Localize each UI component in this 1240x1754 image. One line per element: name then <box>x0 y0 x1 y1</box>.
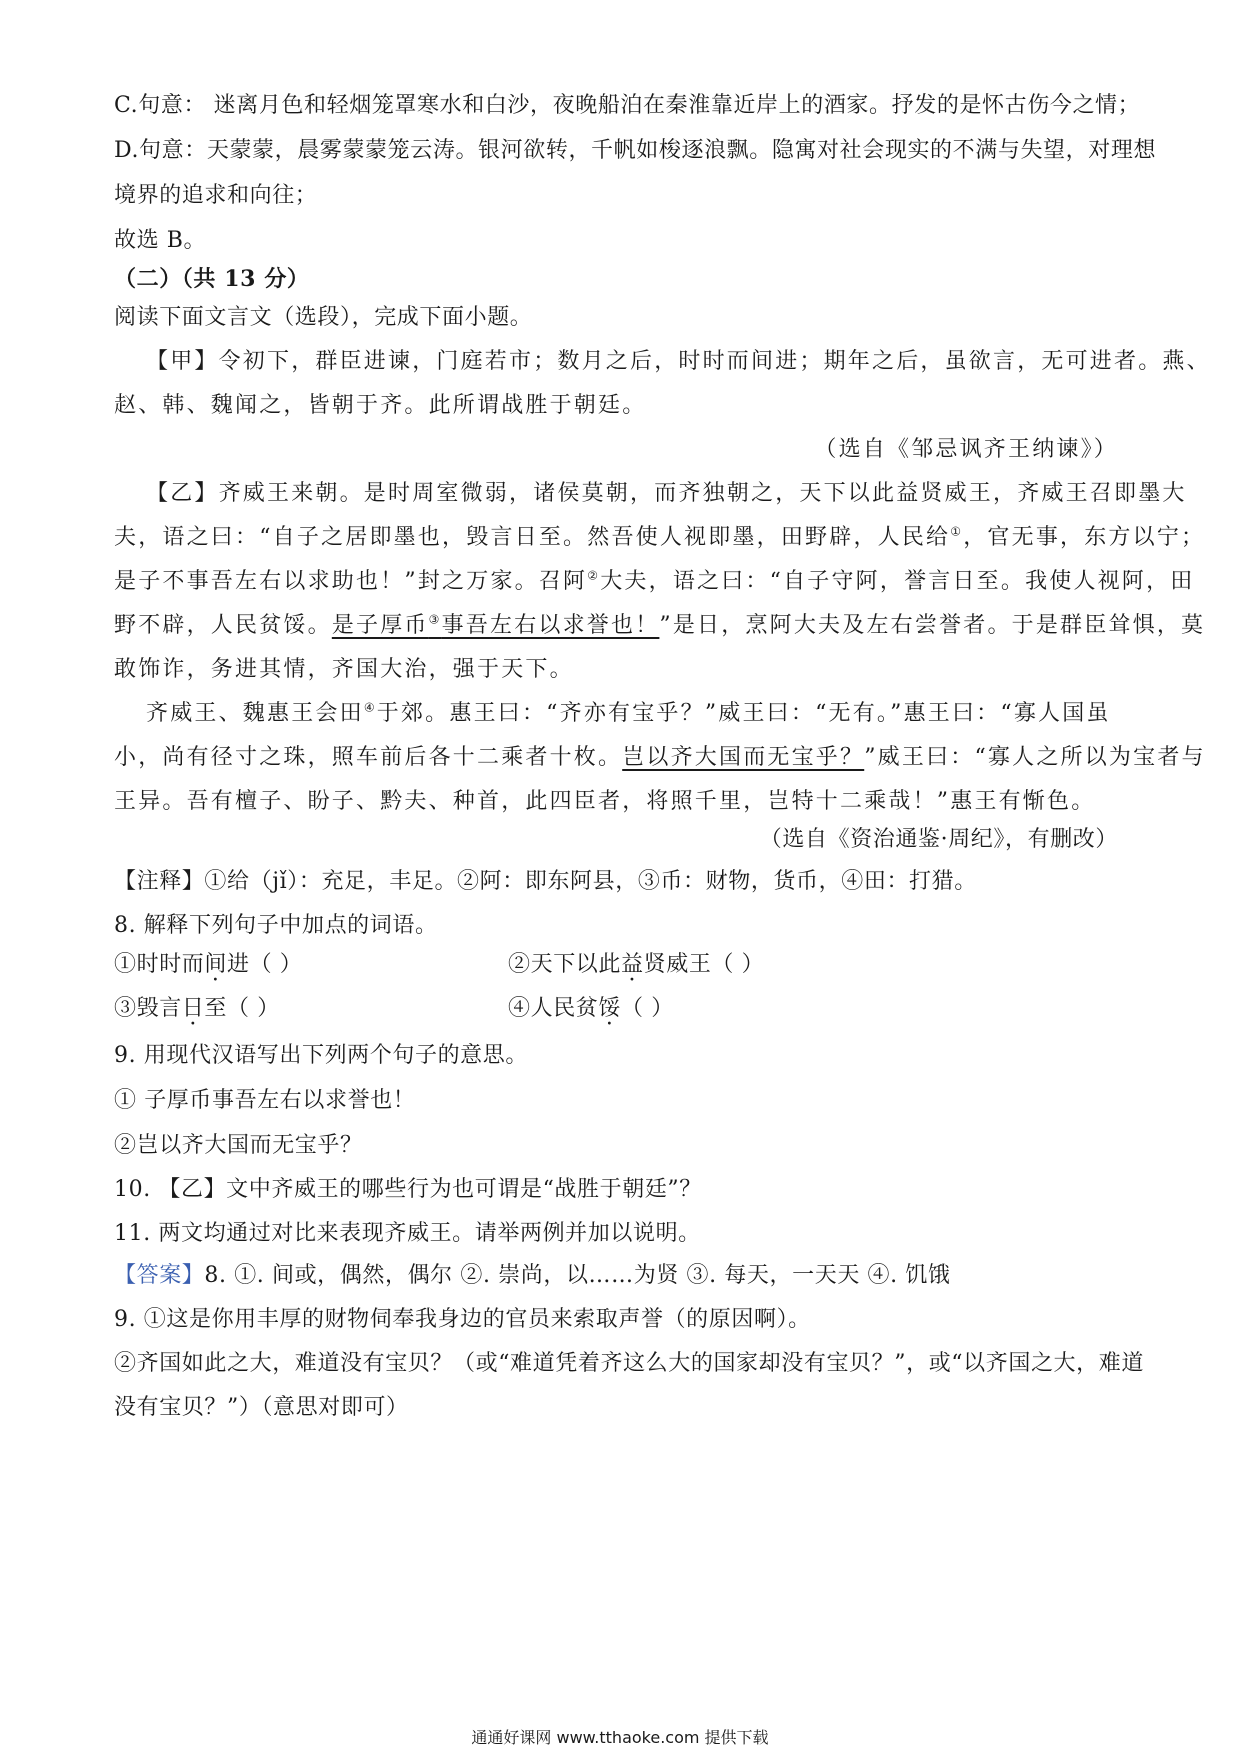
passage-yi-source: （选自《资治通鉴·周纪》，有删改） <box>759 827 1118 852</box>
footnote-marker: ① <box>950 524 964 539</box>
question-8-item-4: ④人民贫馁（ ） <box>508 996 674 1021</box>
question-10: 10. 【乙】文中齐威王的哪些行为也可谓是“战胜于朝廷”？ <box>114 1177 702 1202</box>
question-8: 8. 解释下列句子中加点的词语。 <box>114 913 438 938</box>
option-d-line: D.句意：天蒙蒙，晨雾蒙蒙笼云涛。银河欲转，千帆如梭逐浪飘。隐寓对社会现实的不满与失望，对理想 <box>114 138 1157 163</box>
passage-yi-line-8: 王异。吾有檀子、盼子、黔夫、种首，此四臣者，将照千里，岂特十二乘哉！”惠王有惭色。 <box>114 789 1096 814</box>
passage-jia-line-2: 赵、韩、魏闻之，皆朝于齐。此所谓战胜于朝廷。 <box>114 393 647 418</box>
passage-jia-source: （选自《邹忌讽齐王纳谏》） <box>814 437 1118 462</box>
passage-yi-line-5: 敢饰诈，务进其情，齐国大治，强于天下。 <box>114 657 574 682</box>
underlined-sentence-1: 是子厚币③事吾左右以求誉也！ <box>331 612 660 638</box>
passage-yi-line-6: 齐威王、魏惠王会田④于郊。惠王曰：“齐亦有宝乎？”威王曰：“无有。”惠王曰：“寡人国虽 <box>146 700 1111 726</box>
question-9-sentence-1: ① 子厚币事吾左右以求誉也！ <box>114 1088 416 1113</box>
reading-instruction: 阅读下面文言文（选段），完成下面小题。 <box>114 305 533 330</box>
question-11: 11. 两文均通过对比来表现齐威王。请举两例并加以说明。 <box>114 1221 701 1246</box>
question-9: 9. 用现代汉语写出下列两个句子的意思。 <box>114 1043 528 1068</box>
answer-tag: 【答案】 <box>114 1263 205 1288</box>
answer-8-line: 【答案】8. ①. 间或，偶然，偶尔 ②. 崇尚，以……为贤 ③. 每天，一天天 ④. 饥饿 <box>114 1263 951 1288</box>
passage-yi-line-4: 野不辟，人民贫馁。是子厚币③事吾左右以求誉也！”是日，烹阿大夫及左右尝誉者。于是群臣耸惧，莫 <box>114 612 1206 638</box>
question-8-item-3: ③毁言日至（ ） <box>114 996 280 1021</box>
passage-yi-line-2: 夫，语之曰：“自子之居即墨也，毁言日至。然吾使人视即墨，田野辟，人民给①，官无事，东方以宁； <box>114 524 1206 550</box>
passage-yi-line-7: 小，尚有径寸之珠，照车前后各十二乘者十枚。岂以齐大国而无宝乎？”威王曰：“寡人之所以为宝者与 <box>114 745 1206 770</box>
question-8-item-1: ①时时而间进（ ） <box>114 952 303 977</box>
page-footer: 通通好课网 www.tthaoke.com 提供下载 <box>471 1728 769 1747</box>
underlined-sentence-2: 岂以齐大国而无宝乎？ <box>622 745 865 770</box>
question-9-sentence-2: ②岂以齐大国而无宝乎？ <box>114 1133 363 1158</box>
option-d-line-cont: 境界的追求和向往； <box>114 183 318 208</box>
answer-9-line-2: ②齐国如此之大，难道没有宝贝？（或“难道凭着齐这么大的国家却没有宝贝？”，或“以齐国之大，难道 <box>114 1351 1144 1376</box>
option-c-line: C.句意： 迷离月色和轻烟笼罩寒水和白沙，夜晚船泊在秦淮靠近岸上的酒家。抒发的是怀古伤今之情； <box>114 93 1141 118</box>
answer-choice-line: 故选 B。 <box>114 228 207 253</box>
section-heading: （二）（共 13 分） <box>114 266 310 292</box>
answer-9-line-1: 9. ①这是你用丰厚的财物伺奉我身边的官员来索取声誉（的原因啊）。 <box>114 1307 811 1332</box>
footnote-marker: ② <box>587 568 601 583</box>
annotation-line: 【注释】①给（jǐ）：充足，丰足。②阿：即东阿县，③币：财物，货币，④田：打猎。 <box>114 869 977 894</box>
footnote-marker: ④ <box>363 700 377 715</box>
passage-yi-line-1: 【乙】齐威王来朝。是时周室微弱，诸侯莫朝，而齐独朝之，天下以此益贤威王，齐威王召即墨大 <box>146 481 1187 506</box>
passage-yi-line-3: 是子不事吾左右以求助也！”封之万家。召阿②大夫，语之曰：“自子守阿，誉言日至。我使人视阿，田 <box>114 568 1195 594</box>
answer-9-line-3: 没有宝贝？”）（意思对即可） <box>114 1395 409 1420</box>
passage-jia-line-1: 【甲】令初下，群臣进谏，门庭若市；数月之后，时时而间进；期年之后，虽欲言，无可进者。燕、 <box>146 349 1211 374</box>
question-8-item-2: ②天下以此益贤威王（ ） <box>508 952 765 977</box>
